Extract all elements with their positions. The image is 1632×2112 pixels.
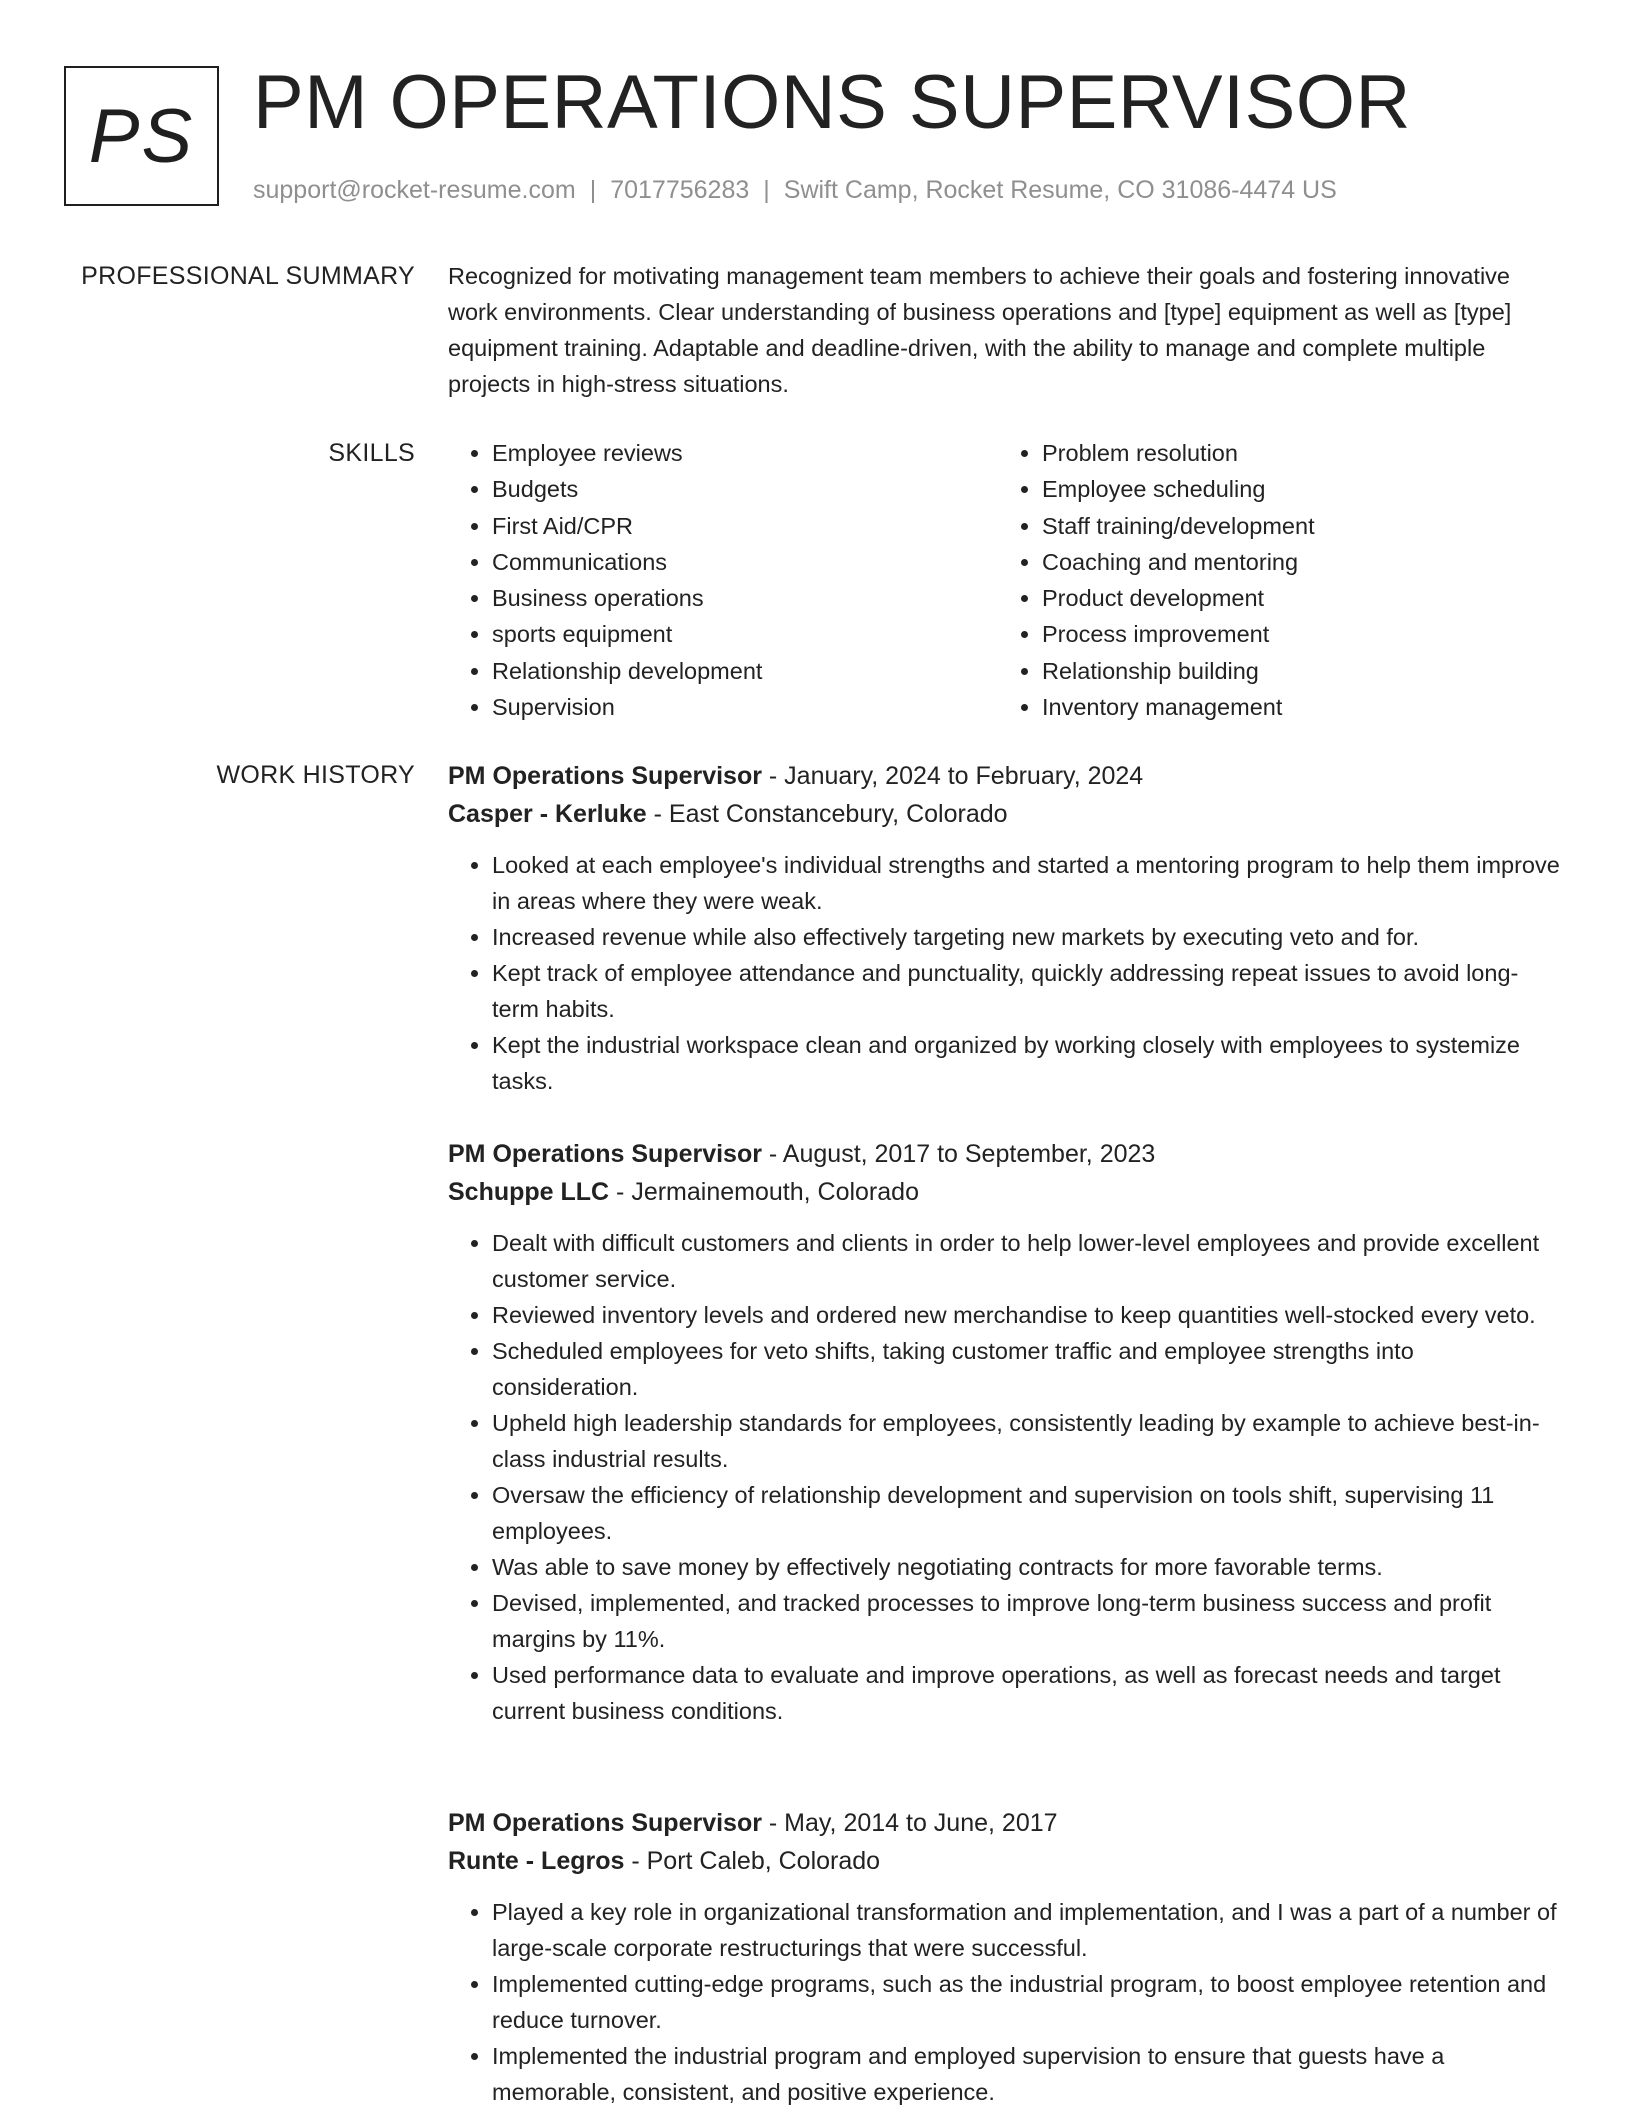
job-bullets bbox=[448, 1894, 1563, 2110]
job-location: - East Constancebury, Colorado bbox=[646, 800, 1008, 828]
skills-body bbox=[448, 435, 1563, 725]
job bbox=[448, 1135, 1563, 1729]
job-location: - Port Caleb, Colorado bbox=[624, 1847, 881, 1875]
skill-item: • Relationship building bbox=[1042, 653, 1548, 689]
skill-item: • Employee scheduling bbox=[1042, 471, 1548, 507]
job-company: Schuppe LLC bbox=[448, 1178, 610, 1206]
skill-item: • Coaching and mentoring bbox=[1042, 544, 1548, 580]
contact-email: support@rocket-resume.com bbox=[253, 176, 576, 204]
job-bullet: • Reviewed inventory levels and ordered new merchandise to keep quantities well-stocked every veto. bbox=[492, 1297, 1563, 1333]
job-bullet: • Implemented cutting-edge programs, such as the industrial program, to boost employee retention and reduce turnover. bbox=[492, 1966, 1563, 2038]
section-title-skills: SKILLS bbox=[328, 439, 415, 467]
skill-item: • Budgets bbox=[492, 471, 998, 507]
skill-item: • Business operations bbox=[492, 580, 998, 616]
job-location: - Jermainemouth, Colorado bbox=[609, 1178, 919, 1206]
skill-item: • Problem resolution bbox=[1042, 435, 1548, 471]
skills-list-left bbox=[448, 435, 998, 725]
job-role: PM Operations Supervisor bbox=[448, 1140, 762, 1168]
contact-phone: 7017756283 bbox=[610, 176, 750, 204]
skill-item: • First Aid/CPR bbox=[492, 508, 998, 544]
section-title-work-history: WORK HISTORY bbox=[216, 761, 415, 789]
skill-item: • Employee reviews bbox=[492, 435, 998, 471]
job-dates: - May, 2014 to June, 2017 bbox=[761, 1809, 1058, 1837]
job-bullet: • Devised, implemented, and tracked processes to improve long-term business success and profit margins by 11%. bbox=[492, 1585, 1563, 1657]
contact-separator: | bbox=[589, 176, 597, 204]
job-entry-3 bbox=[448, 1804, 1563, 2110]
job-bullet: • Increased revenue while also effectively targeting new markets by executing veto and for. bbox=[492, 919, 1563, 955]
summary-body bbox=[448, 258, 1563, 402]
job-title-line bbox=[448, 1804, 1563, 1842]
contact-separator: | bbox=[763, 176, 770, 204]
job-bullet: • Kept track of employee attendance and punctuality, quickly addressing repeat issues to avoid long-term habits. bbox=[492, 955, 1563, 1027]
job-entry-1 bbox=[448, 757, 1563, 1099]
job-title-line bbox=[448, 757, 1563, 795]
job-bullet: • Kept the industrial workspace clean and organized by working closely with employees to systemize tasks. bbox=[492, 1027, 1563, 1099]
skills-columns bbox=[448, 435, 1548, 725]
job-bullet: • Played a key role in organizational transformation and implementation, and I was a part of a number of large-scale corporate restructurings that were successful. bbox=[492, 1894, 1563, 1966]
job bbox=[448, 757, 1563, 1099]
skill-item: • Communications bbox=[492, 544, 998, 580]
skill-item: • Relationship development bbox=[492, 653, 998, 689]
skill-item: • Process improvement bbox=[1042, 616, 1548, 652]
job-title-line bbox=[448, 1135, 1563, 1173]
job-entry-2 bbox=[448, 1135, 1563, 1729]
job-bullet: • Upheld high leadership standards for employees, consistently leading by example to achieve best-in-class industrial results. bbox=[492, 1405, 1563, 1477]
job-company-line bbox=[448, 1842, 1563, 1880]
job-bullet: • Was able to save money by effectively negotiating contracts for more favorable terms. bbox=[492, 1549, 1563, 1585]
job-role: PM Operations Supervisor bbox=[448, 762, 762, 790]
skill-item: • Product development bbox=[1042, 580, 1548, 616]
job-company-line bbox=[448, 1173, 1563, 1211]
skill-item: • Staff training/development bbox=[1042, 508, 1548, 544]
job-bullet: • Used performance data to evaluate and improve operations, as well as forecast needs and target current business conditions. bbox=[492, 1657, 1563, 1729]
job-dates: - January, 2024 to February, 2024 bbox=[761, 762, 1144, 790]
job-bullets bbox=[448, 1225, 1563, 1729]
monogram-initials: PS bbox=[88, 93, 195, 179]
job-bullets bbox=[448, 847, 1563, 1099]
job-bullet: • Oversaw the efficiency of relationship development and supervision on tools shift, supervising 11 employees. bbox=[492, 1477, 1563, 1549]
summary-text: Recognized for motivating management team members to achieve their goals and fostering innovative work environments. Clear understanding of business operations and [type] equipment as well as [type] equipment training. Adaptable and deadline-driven, with the ability to manage and complete multiple projects in high-stress situations. bbox=[448, 263, 1512, 397]
job-dates: - August, 2017 to September, 2023 bbox=[761, 1140, 1156, 1168]
job-company: Runte - Legros bbox=[448, 1847, 625, 1875]
contact-line bbox=[253, 175, 1337, 205]
section-title-summary: PROFESSIONAL SUMMARY bbox=[81, 262, 415, 290]
job-company: Casper - Kerluke bbox=[448, 800, 647, 828]
skills-list-right bbox=[998, 435, 1548, 725]
job-company-line bbox=[448, 795, 1563, 833]
skill-item: • Inventory management bbox=[1042, 689, 1548, 725]
skill-item: • Supervision bbox=[492, 689, 998, 725]
job-role: PM Operations Supervisor bbox=[448, 1809, 762, 1837]
monogram-box bbox=[64, 66, 219, 206]
job bbox=[448, 1804, 1563, 2110]
page-title: PM OPERATIONS SUPERVISOR bbox=[253, 60, 1411, 145]
job-bullet: • Looked at each employee's individual strengths and started a mentoring program to help them improve in areas where they were weak. bbox=[492, 847, 1563, 919]
contact-address: Swift Camp, Rocket Resume, CO 31086-4474 US bbox=[783, 176, 1337, 204]
job-bullet: • Dealt with difficult customers and clients in order to help lower-level employees and provide excellent customer service. bbox=[492, 1225, 1563, 1297]
skill-item: • sports equipment bbox=[492, 616, 998, 652]
job-bullet: • Implemented the industrial program and employed supervision to ensure that guests have a memorable, consistent, and positive experience. bbox=[492, 2038, 1563, 2110]
job-bullet: • Scheduled employees for veto shifts, taking customer traffic and employee strengths into consideration. bbox=[492, 1333, 1563, 1405]
